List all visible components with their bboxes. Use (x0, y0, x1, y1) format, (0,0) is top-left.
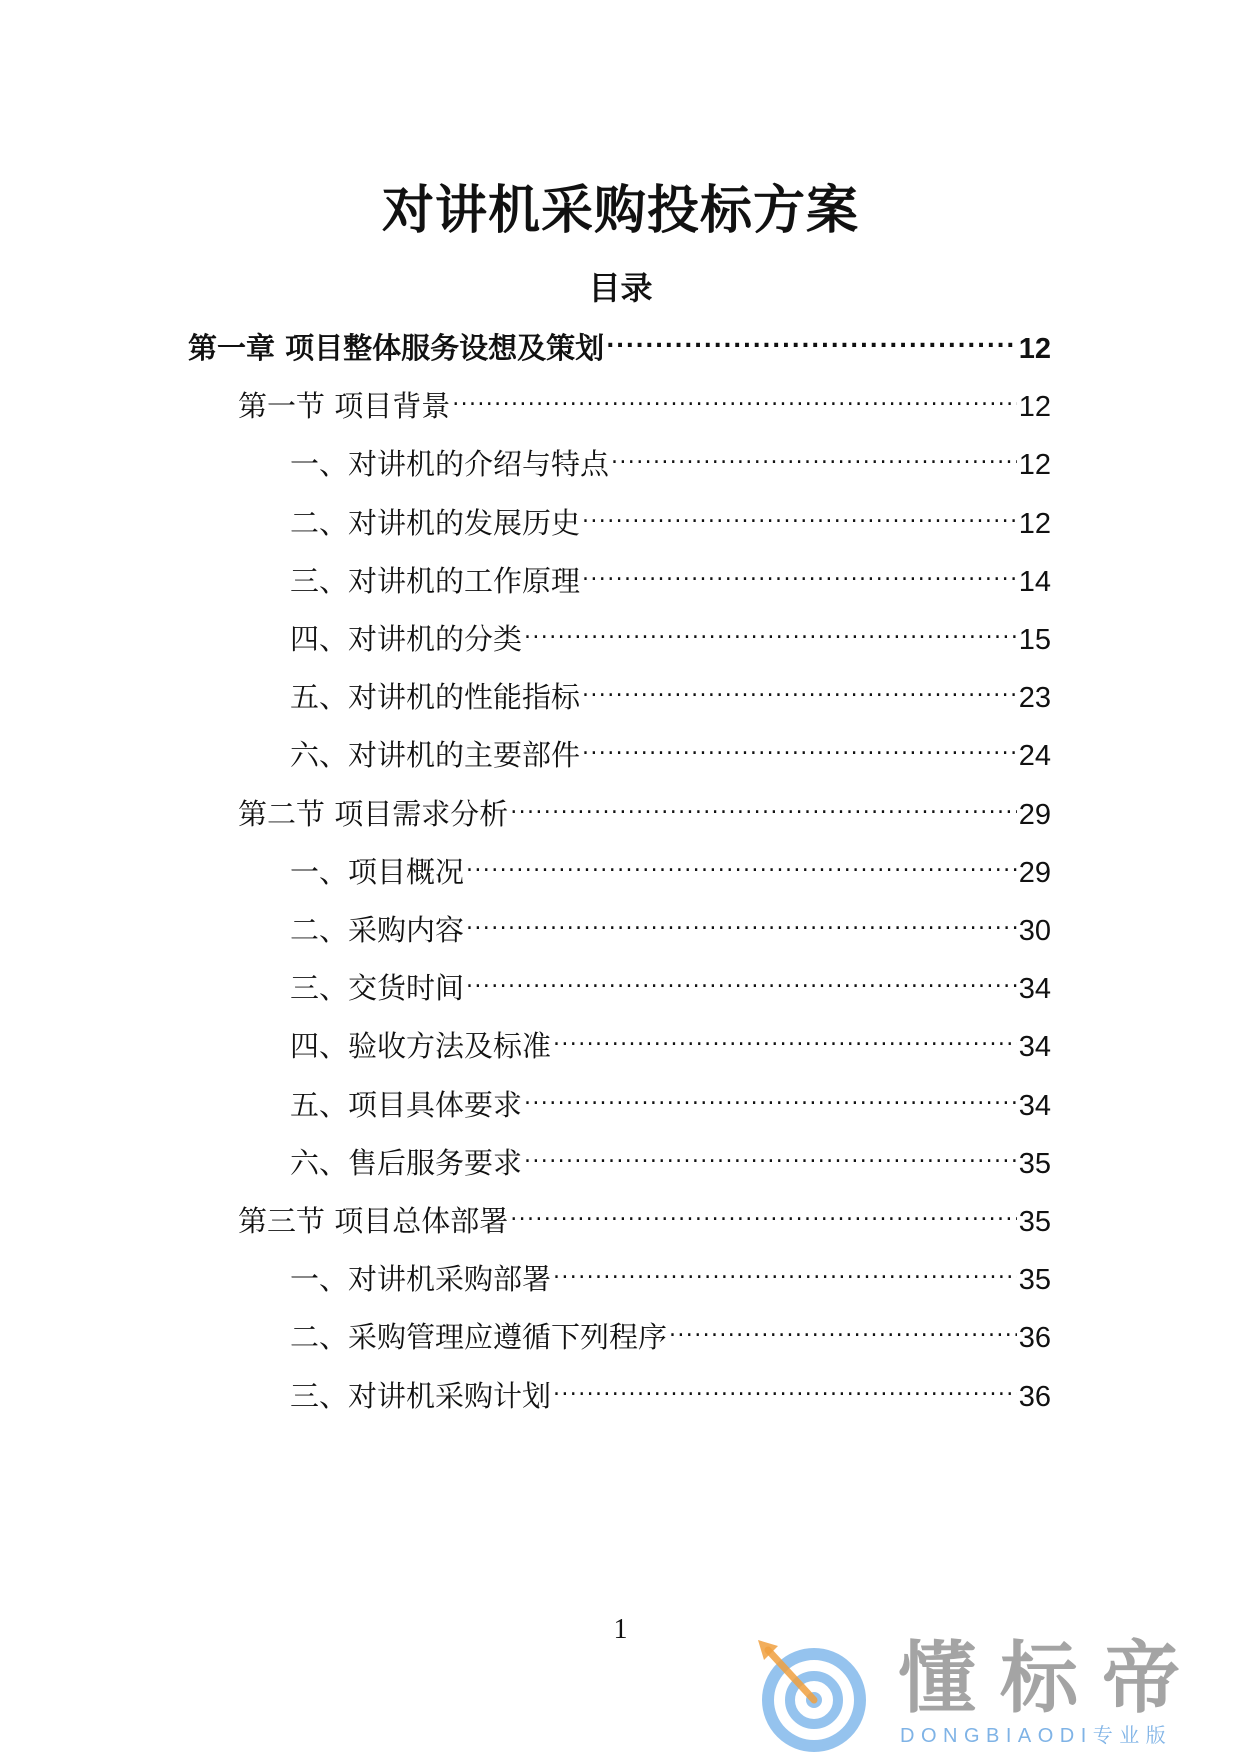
toc-entry[interactable] (290, 663, 1051, 715)
toc-entry-page: 12 (1018, 449, 1051, 482)
toc-dot-leader (524, 1071, 1017, 1115)
toc-entry-label: 二、采购管理应遵循下列程序 (290, 1320, 668, 1355)
toc-entry-label: 二、对讲机的发展历史 (290, 505, 581, 540)
toc-entry-page: 34 (1018, 973, 1051, 1006)
toc-dot-leader (582, 663, 1017, 707)
toc-entry-label: 第二节 项目需求分析 (238, 796, 509, 831)
toc-entry[interactable] (290, 896, 1051, 947)
toc-entry-label: 三、交货时间 (290, 971, 465, 1006)
toc-entry-label: 一、对讲机采购部署 (290, 1262, 552, 1297)
toc-entry[interactable] (238, 1187, 1051, 1238)
toc-dot-leader (582, 489, 1017, 533)
toc-dot-leader (510, 780, 1017, 824)
watermark-brand: 懂标帝 (898, 1634, 1205, 1724)
toc-entry-page: 30 (1018, 915, 1051, 947)
toc-entry[interactable] (290, 721, 1051, 773)
toc-entry-label: 六、对讲机的主要部件 (290, 738, 581, 773)
toc-entry-page: 23 (1018, 682, 1051, 715)
toc-entry-page: 34 (1018, 1089, 1051, 1122)
toc-entry-page: 24 (1018, 740, 1051, 773)
toc-dot-leader (452, 372, 1017, 416)
toc-entry[interactable] (290, 1012, 1051, 1064)
toc-entry[interactable] (238, 780, 1051, 831)
toc-entry[interactable] (290, 605, 1051, 656)
toc-dot-leader (606, 314, 1017, 358)
toc-dot-leader (466, 954, 1017, 998)
toc-entry[interactable] (188, 314, 1051, 365)
toc-entry-label: 五、项目具体要求 (290, 1087, 523, 1122)
toc-entry-page: 35 (1018, 1147, 1051, 1180)
toc-entry[interactable] (290, 489, 1051, 540)
toc-entry-label: 第一节 项目背景 (238, 389, 451, 424)
toc-entry-label: 三、对讲机采购计划 (290, 1378, 552, 1413)
toc-entry-page: 36 (1018, 1380, 1051, 1413)
toc-entry[interactable] (290, 547, 1051, 598)
toc-entry-page: 35 (1018, 1264, 1051, 1297)
toc-entry-page: 36 (1018, 1322, 1051, 1355)
toc-dot-leader (553, 1012, 1017, 1056)
document-title: 对讲机采购投标方案 (381, 181, 859, 241)
toc-entry-page: 34 (1018, 1031, 1051, 1064)
toc-entry[interactable] (290, 838, 1051, 889)
toc-dot-leader (524, 1129, 1017, 1173)
toc-entry[interactable] (290, 954, 1051, 1006)
toc-entry-label: 四、对讲机的分类 (290, 622, 523, 656)
toc-entry-page: 35 (1018, 1206, 1051, 1238)
toc-entry-label: 四、验收方法及标准 (290, 1029, 552, 1064)
toc-entry[interactable] (290, 1362, 1051, 1413)
toc-entry-page: 15 (1018, 624, 1051, 656)
toc-entry-label: 三、对讲机的工作原理 (290, 563, 581, 598)
toc-entry[interactable] (290, 1129, 1051, 1180)
watermark (748, 1632, 1228, 1752)
toc-entry-label: 第三节 项目总体部署 (238, 1204, 509, 1238)
toc-dot-leader (611, 430, 1017, 474)
toc-entry-page: 12 (1018, 507, 1051, 540)
toc-entry[interactable] (290, 430, 1051, 482)
toc-dot-leader (669, 1303, 1017, 1347)
toc-dot-leader (553, 1362, 1017, 1406)
toc-entry-label: 五、对讲机的性能指标 (290, 680, 581, 715)
toc-dot-leader (466, 838, 1017, 882)
toc-dot-leader (510, 1187, 1017, 1231)
toc-entry-page: 29 (1018, 798, 1051, 831)
toc-entry-label: 一、对讲机的介绍与特点 (290, 447, 610, 482)
page-number: 1 (613, 1614, 628, 1645)
toc-dot-leader (466, 896, 1017, 940)
toc-entry[interactable] (290, 1303, 1051, 1355)
toc-entry-label: 二、采购内容 (290, 913, 465, 947)
toc-entry-page: 12 (1018, 391, 1051, 424)
target-arrow-icon (748, 1632, 870, 1754)
toc-dot-leader (524, 605, 1017, 649)
toc-entry[interactable] (290, 1245, 1051, 1297)
toc-entry-label: 第一章 项目整体服务设想及策划 (188, 331, 605, 365)
toc-entry-page: 29 (1018, 856, 1051, 889)
toc-entry[interactable] (290, 1071, 1051, 1122)
toc-dot-leader (553, 1245, 1017, 1289)
toc-heading: 目录 (588, 269, 653, 307)
toc-entry-label: 六、售后服务要求 (290, 1145, 523, 1180)
toc-entry-page: 14 (1018, 565, 1051, 598)
watermark-subtitle: DONGBIAODI专业版 (900, 1725, 1173, 1747)
toc-entry-label: 一、项目概况 (290, 854, 465, 889)
toc-dot-leader (582, 547, 1017, 591)
toc-dot-leader (582, 721, 1017, 765)
toc-entry-page: 12 (1018, 333, 1051, 365)
toc-entry[interactable] (238, 372, 1051, 424)
